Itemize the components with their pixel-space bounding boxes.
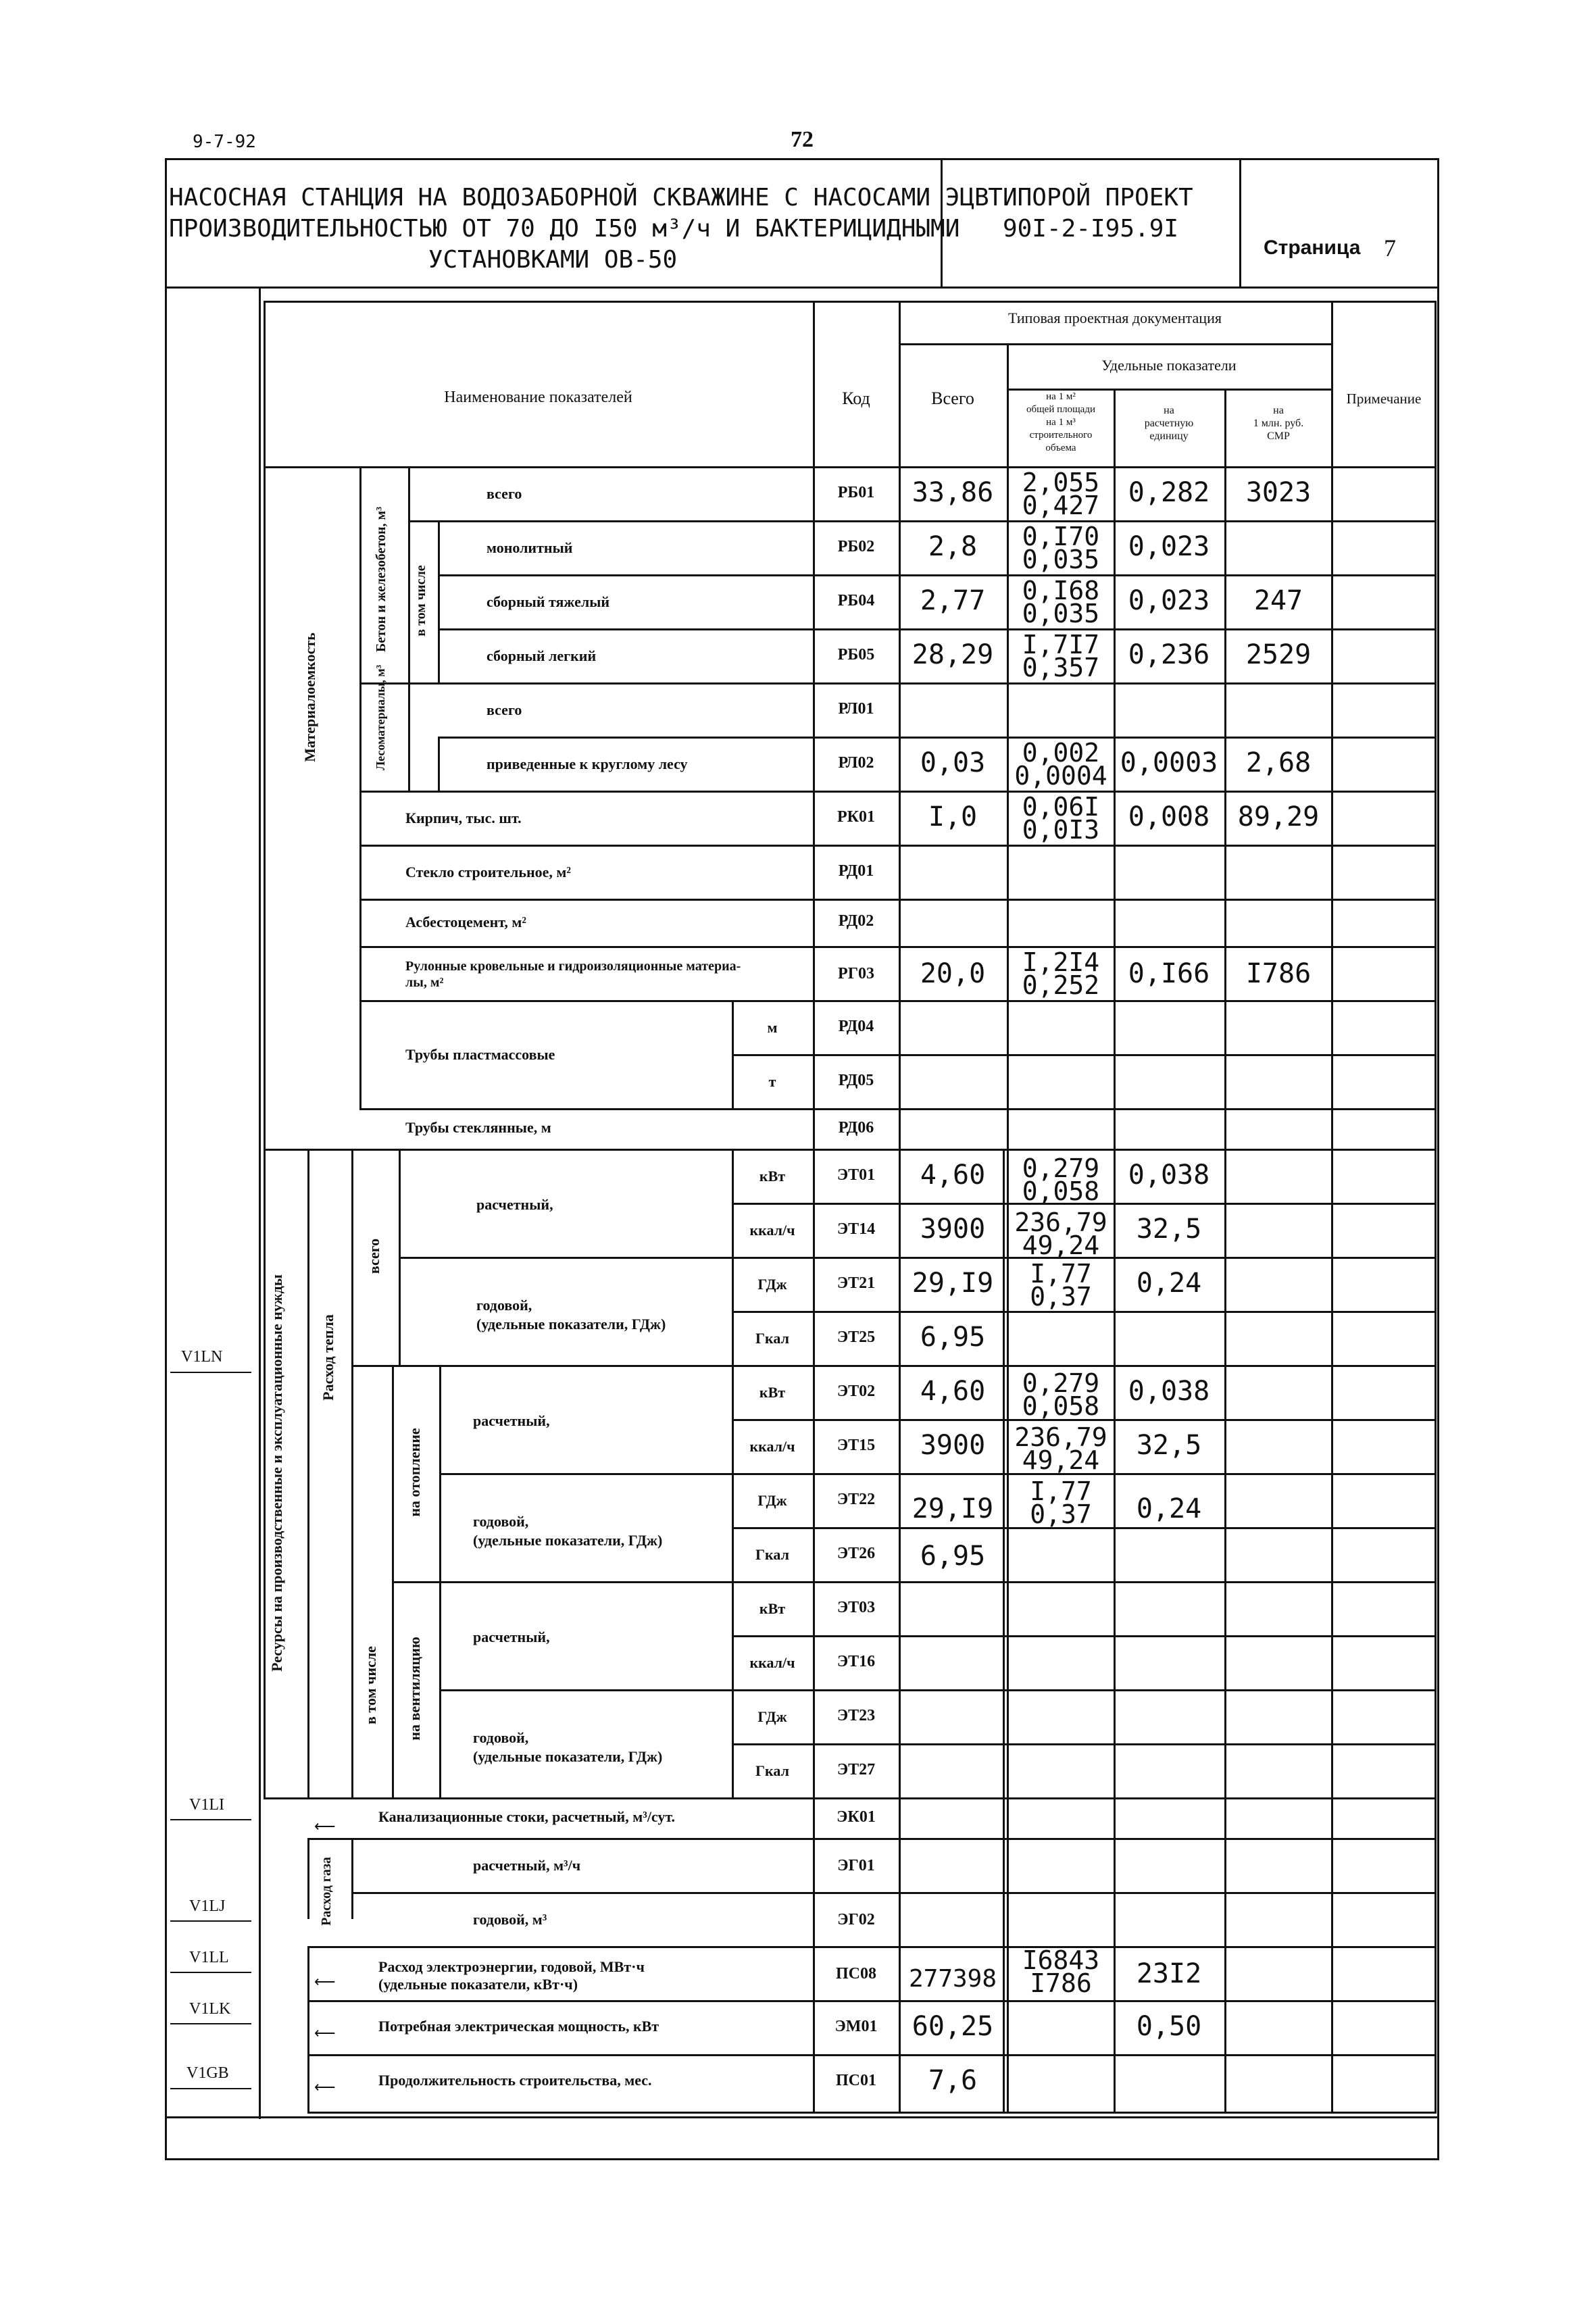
row-per-mln: 2,68 (1245, 747, 1312, 778)
row-code: РБ02 (837, 538, 875, 555)
row-specific: 236,79 49,24 (1014, 1208, 1107, 1260)
row-unit: т (768, 1073, 776, 1090)
row-code: ЭТ15 (837, 1437, 876, 1454)
row-total: 4,60 (920, 1160, 986, 1191)
group-gas: Расход газа (319, 1857, 334, 1926)
row-code: ЭГ02 (837, 1911, 875, 1928)
row-unit: м (767, 1019, 778, 1036)
row-label: Асбестоцемент, м² (405, 914, 526, 930)
row-code: ЭТ21 (837, 1274, 876, 1292)
row-code: ЭМ01 (834, 2018, 878, 2035)
header-specific: Удельные показатели (1101, 357, 1237, 374)
row-total: 0,03 (920, 747, 986, 778)
row-unit: кВт (759, 1384, 786, 1401)
row-per-unit: 0,038 (1128, 1160, 1210, 1191)
row-per-unit: 0,50 (1136, 2011, 1202, 2042)
header-code: Код (842, 389, 870, 408)
row-specific: I,7I7 0,357 (1022, 630, 1100, 682)
row-label: расчетный, (473, 1412, 550, 1429)
row-code: ЭТ27 (837, 1761, 876, 1778)
row-per-mln: 89,29 (1237, 801, 1320, 832)
sheet-number: 7 (1384, 234, 1396, 262)
row-code: РД05 (838, 1072, 874, 1089)
group-heat-total: всего (366, 1238, 382, 1274)
row-code: ПС08 (836, 1965, 876, 1983)
row-code: ЭТ14 (837, 1220, 876, 1238)
group-heating: на отопление (406, 1428, 423, 1517)
row-total: 2,77 (920, 585, 986, 616)
header-note: Примечание (1346, 391, 1422, 407)
row-code: ЭТ25 (837, 1328, 876, 1346)
group-materials: Материалоемкость (301, 632, 318, 762)
row-code: РЛ02 (838, 754, 874, 772)
row-code: РБ01 (837, 484, 875, 501)
row-code: ЭТ23 (837, 1707, 876, 1724)
group-heat: Расход тепла (320, 1314, 336, 1401)
row-unit: ккал/ч (749, 1222, 795, 1239)
row-per-mln: 2529 (1245, 639, 1312, 670)
row-total: 6,95 (920, 1322, 986, 1353)
row-total: 7,6 (928, 2065, 978, 2096)
row-code: ЭГ01 (837, 1857, 875, 1874)
group-in-that: в том числе (362, 1646, 379, 1724)
row-per-unit: 23I2 (1136, 1958, 1202, 1989)
row-specific: 0,279 0,058 (1022, 1153, 1100, 1206)
row-per-unit: 32,5 (1136, 1430, 1202, 1461)
row-label: годовой, (удельные показатели, ГДж) (476, 1297, 666, 1333)
row-label: всего (487, 485, 522, 502)
row-per-unit: 0,023 (1128, 585, 1210, 616)
row-code: РД06 (838, 1119, 874, 1137)
group-timber: Лесоматериалы, м³ (374, 665, 387, 770)
row-total: 3900 (920, 1214, 986, 1245)
row-per-unit: 0,24 (1136, 1493, 1202, 1524)
header-total: Всего (931, 389, 974, 408)
row-label: Рулонные кровельные и гидроизоляционные материа- лы, м² (405, 959, 741, 990)
row-total: 20,0 (920, 958, 986, 989)
group-concrete-in-that: в том числе (414, 565, 428, 637)
row-code: ЭТ22 (837, 1491, 876, 1508)
row-label: Трубы стеклянные, м (405, 1119, 551, 1136)
row-code: РК01 (837, 808, 876, 826)
row-per-unit: 0,0003 (1120, 747, 1218, 778)
header-typical-docs: Типовая проектная документация (1008, 309, 1222, 326)
row-unit: ккал/ч (749, 1654, 795, 1671)
row-label: годовой, (удельные показатели, ГДж) (473, 1729, 663, 1765)
row-code: РД02 (838, 912, 874, 930)
row-total: 2,8 (928, 531, 978, 562)
side-label: V1LL (189, 1949, 229, 1966)
row-per-mln: 247 (1253, 585, 1303, 616)
side-label: V1GB (186, 2064, 229, 2082)
side-label: V1LI (189, 1796, 224, 1814)
row-code: ЭТ03 (837, 1599, 876, 1616)
row-specific: 0,I68 0,035 (1022, 576, 1100, 628)
row-label: Продолжительность строительства, мес. (378, 2072, 652, 2089)
row-code: РБ05 (837, 646, 875, 664)
row-label: Стекло строительное, м² (405, 864, 572, 880)
row-specific: 2,055 0,427 (1022, 468, 1100, 520)
row-total: 3900 (920, 1430, 986, 1461)
row-per-unit: 0,282 (1128, 477, 1210, 508)
row-label: приведенные к круглому лесу (487, 755, 688, 772)
row-code: РГ03 (838, 965, 874, 982)
row-code: ЭК01 (837, 1808, 876, 1826)
group-ventilation: на вентиляцию (406, 1637, 423, 1741)
row-per-mln: I786 (1245, 958, 1312, 989)
row-label: сборный тяжелый (487, 593, 610, 610)
row-per-unit: 0,24 (1136, 1268, 1202, 1299)
row-total: 29,I9 (912, 1268, 994, 1299)
row-label: расчетный, м³/ч (473, 1857, 581, 1874)
row-unit: Гкал (755, 1330, 789, 1347)
row-code: ЭТ01 (837, 1166, 876, 1184)
row-specific: 0,279 0,058 (1022, 1368, 1100, 1421)
row-per-unit: 0,008 (1128, 801, 1210, 832)
row-unit: ГДж (757, 1708, 787, 1725)
header-per-m2: на 1 м² общей площади на 1 м³ строительного объема (1026, 391, 1095, 453)
row-code: РД01 (838, 862, 874, 880)
row-per-unit: 0,236 (1128, 639, 1210, 670)
row-code: ЭТ16 (837, 1653, 876, 1670)
group-concrete: Бетон и железобетон, м³ (374, 506, 389, 652)
row-label: годовой, (удельные показатели, ГДж) (473, 1513, 663, 1549)
row-label: Кирпич, тыс. шт. (405, 810, 522, 826)
row-unit: ГДж (757, 1492, 787, 1509)
row-specific: 0,06I 0,0I3 (1022, 792, 1100, 845)
row-label: всего (487, 701, 522, 718)
row-specific: 236,79 49,24 (1014, 1422, 1107, 1475)
row-unit: Гкал (755, 1546, 789, 1563)
sheet-label: Страница (1264, 237, 1361, 259)
row-label: расчетный, (473, 1628, 550, 1645)
row-specific: 0,002 0,0004 (1014, 738, 1107, 791)
row-label: Потребная электрическая мощность, кВт (378, 2018, 659, 2035)
side-label: V1LN (181, 1348, 223, 1366)
row-label: Расход электроэнергии, годовой, МВт·ч (удельные показатели, кВт·ч) (378, 1958, 645, 1993)
row-unit: Гкал (755, 1762, 789, 1779)
row-specific: I,77 0,37 (1030, 1476, 1092, 1529)
row-label: сборный легкий (487, 647, 597, 664)
header-per-mln: на 1 млн. руб. СМР (1253, 405, 1304, 442)
group-resources: Ресурсы на производственные и эксплуатационные нужды (268, 1274, 285, 1672)
row-unit: ГДж (757, 1276, 787, 1293)
page-number: 72 (791, 127, 814, 152)
row-unit: кВт (759, 1600, 786, 1617)
header-per-unit: на расчетную единицу (1144, 405, 1194, 442)
title-line-1: НАСОСНАЯ СТАНЦИЯ НА ВОДОЗАБОРНОЙ СКВАЖИНЕ С НАСОСАМИ ЭЦВ (169, 184, 989, 211)
side-label: V1LJ (189, 1897, 226, 1915)
row-label: годовой, м³ (473, 1911, 547, 1928)
row-total: 29,I9 (912, 1493, 994, 1524)
row-specific: I,77 0,37 (1030, 1259, 1092, 1312)
row-per-unit: 0,038 (1128, 1376, 1210, 1407)
doc-code: 9-7-92 (193, 132, 256, 152)
row-total: 6,95 (920, 1541, 986, 1572)
title-line-2: ПРОИЗВОДИТЕЛЬНОСТЬЮ ОТ 70 ДО I50 м³/ч И БАКТЕРИЦИДНЫМИ (169, 215, 960, 243)
row-specific: I,2I4 0,252 (1022, 947, 1100, 1000)
row-per-unit: 0,023 (1128, 531, 1210, 562)
row-unit: кВт (759, 1168, 786, 1185)
row-total: 28,29 (912, 639, 994, 670)
row-label: расчетный, (476, 1196, 553, 1213)
row-code: РЛ01 (838, 700, 874, 718)
title-line-3: УСТАНОВКАМИ ОВ-50 (428, 246, 678, 274)
row-total: 33,86 (912, 477, 994, 508)
row-code: ЭТ02 (837, 1383, 876, 1400)
row-specific: 0,I70 0,035 (1022, 522, 1100, 574)
row-specific: I6843 I786 (1022, 1945, 1100, 1998)
row-label: Канализационные стоки, расчетный, м³/сут. (378, 1808, 676, 1825)
row-code: РД04 (838, 1018, 874, 1035)
row-code: РБ04 (837, 592, 875, 609)
row-per-mln: 3023 (1245, 477, 1312, 508)
side-label: V1LK (189, 2000, 231, 2018)
row-total: I,0 (928, 801, 978, 832)
row-label: Трубы пластмассовые (405, 1046, 555, 1063)
row-total: 277398 (908, 1965, 997, 1993)
row-unit: ккал/ч (749, 1438, 795, 1455)
row-total: 4,60 (920, 1376, 986, 1407)
project-label: ТИПОРОЙ ПРОЕКТ (988, 184, 1193, 211)
header-name: Наименование показателей (444, 389, 632, 406)
row-per-unit: 32,5 (1136, 1214, 1202, 1245)
row-code: ЭТ26 (837, 1545, 876, 1562)
row-label: монолитный (487, 539, 573, 556)
project-number: 90I-2-I95.9I (1002, 215, 1179, 243)
row-code: ПС01 (836, 2072, 876, 2089)
row-per-unit: 0,I66 (1128, 958, 1210, 989)
row-total: 60,25 (912, 2011, 994, 2042)
